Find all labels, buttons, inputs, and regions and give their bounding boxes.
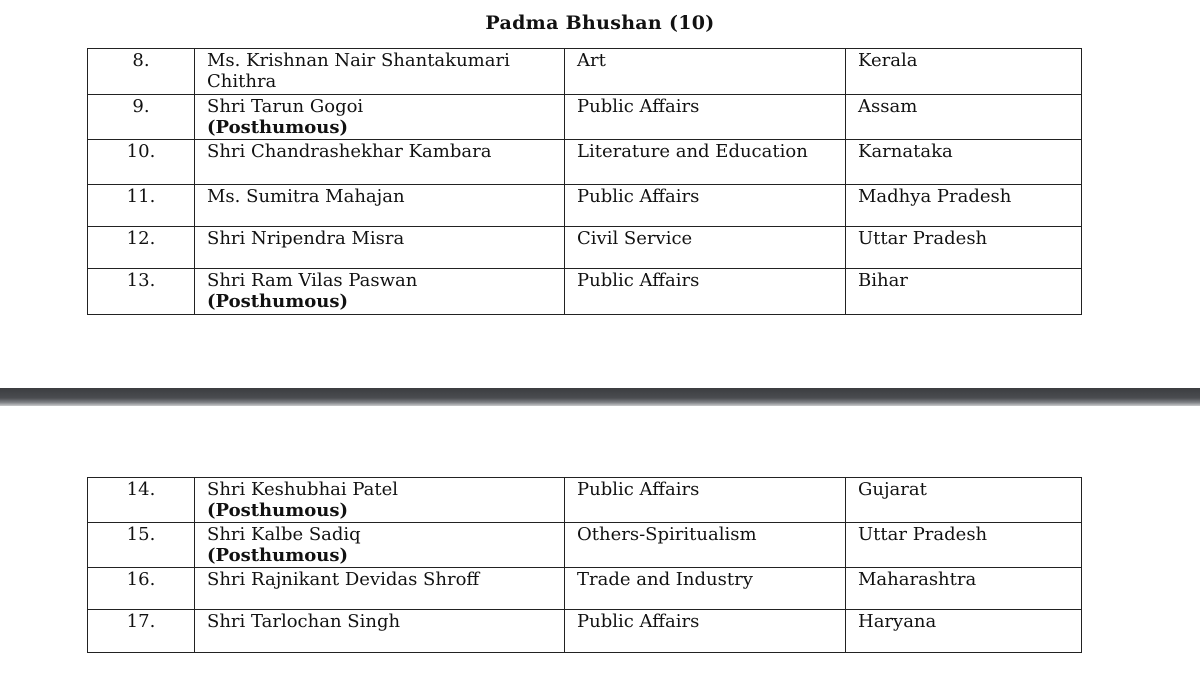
awardee-name: Shri Ram Vilas Paswan <box>207 270 418 291</box>
awardee-name-cell <box>195 610 565 653</box>
state-cell: Uttar Pradesh <box>846 227 1082 269</box>
table-row <box>88 185 1082 227</box>
awardee-name-cell <box>195 523 565 568</box>
awardee-name-cell <box>195 185 565 227</box>
serial-number: 17. <box>88 610 195 653</box>
awardee-name-cell <box>195 227 565 269</box>
posthumous-note: (Posthumous) <box>207 117 348 138</box>
state-cell: Bihar <box>846 269 1082 315</box>
awards-table-bottom <box>87 477 1082 653</box>
awardee-name: Shri Rajnikant Devidas Shroff <box>207 569 480 590</box>
table-row <box>88 478 1082 523</box>
field-cell: Trade and Industry <box>565 568 846 610</box>
state-cell: Kerala <box>846 49 1082 95</box>
awards-table-top <box>87 48 1082 315</box>
posthumous-note: (Posthumous) <box>207 291 348 312</box>
awardee-name: Shri Chandrashekhar Kambara <box>207 141 492 162</box>
field-cell: Literature and Education <box>565 140 846 185</box>
awardee-name-cell <box>195 49 565 95</box>
state-cell: Karnataka <box>846 140 1082 185</box>
field-cell: Art <box>565 49 846 95</box>
state-cell: Haryana <box>846 610 1082 653</box>
state-cell: Uttar Pradesh <box>846 523 1082 568</box>
awardee-name: Shri Tarlochan Singh <box>207 611 401 632</box>
field-cell: Others-Spiritualism <box>565 523 846 568</box>
table-row <box>88 227 1082 269</box>
awardee-name: Shri Nripendra Misra <box>207 228 405 249</box>
table-row <box>88 568 1082 610</box>
state-cell: Gujarat <box>846 478 1082 523</box>
awardee-name: Ms. Krishnan Nair Shantakumari Chithra <box>207 50 510 92</box>
serial-number: 15. <box>88 523 195 568</box>
state-cell: Assam <box>846 95 1082 140</box>
serial-number: 13. <box>88 269 195 315</box>
serial-number: 9. <box>88 95 195 140</box>
field-cell: Civil Service <box>565 227 846 269</box>
field-cell: Public Affairs <box>565 269 846 315</box>
page-title: Padma Bhushan (10) <box>485 12 715 34</box>
posthumous-note: (Posthumous) <box>207 500 348 521</box>
serial-number: 12. <box>88 227 195 269</box>
awardee-name-cell <box>195 478 565 523</box>
awardee-name-cell <box>195 568 565 610</box>
table-row <box>88 269 1082 315</box>
table-row <box>88 610 1082 653</box>
table-row <box>88 95 1082 140</box>
state-cell: Maharashtra <box>846 568 1082 610</box>
field-cell: Public Affairs <box>565 478 846 523</box>
serial-number: 16. <box>88 568 195 610</box>
serial-number: 11. <box>88 185 195 227</box>
field-cell: Public Affairs <box>565 185 846 227</box>
table-row <box>88 523 1082 568</box>
serial-number: 8. <box>88 49 195 95</box>
awardee-name: Shri Keshubhai Patel <box>207 479 399 500</box>
page-separator <box>0 388 1200 406</box>
awardee-name: Shri Kalbe Sadiq <box>207 524 361 545</box>
posthumous-note: (Posthumous) <box>207 545 348 566</box>
awardee-name-cell <box>195 269 565 315</box>
table-row <box>88 140 1082 185</box>
table-row <box>88 49 1082 95</box>
awardee-name: Ms. Sumitra Mahajan <box>207 186 405 207</box>
serial-number: 10. <box>88 140 195 185</box>
awardee-name-cell <box>195 95 565 140</box>
field-cell: Public Affairs <box>565 610 846 653</box>
awardee-name-cell <box>195 140 565 185</box>
state-cell: Madhya Pradesh <box>846 185 1082 227</box>
serial-number: 14. <box>88 478 195 523</box>
field-cell: Public Affairs <box>565 95 846 140</box>
awardee-name: Shri Tarun Gogoi <box>207 96 364 117</box>
